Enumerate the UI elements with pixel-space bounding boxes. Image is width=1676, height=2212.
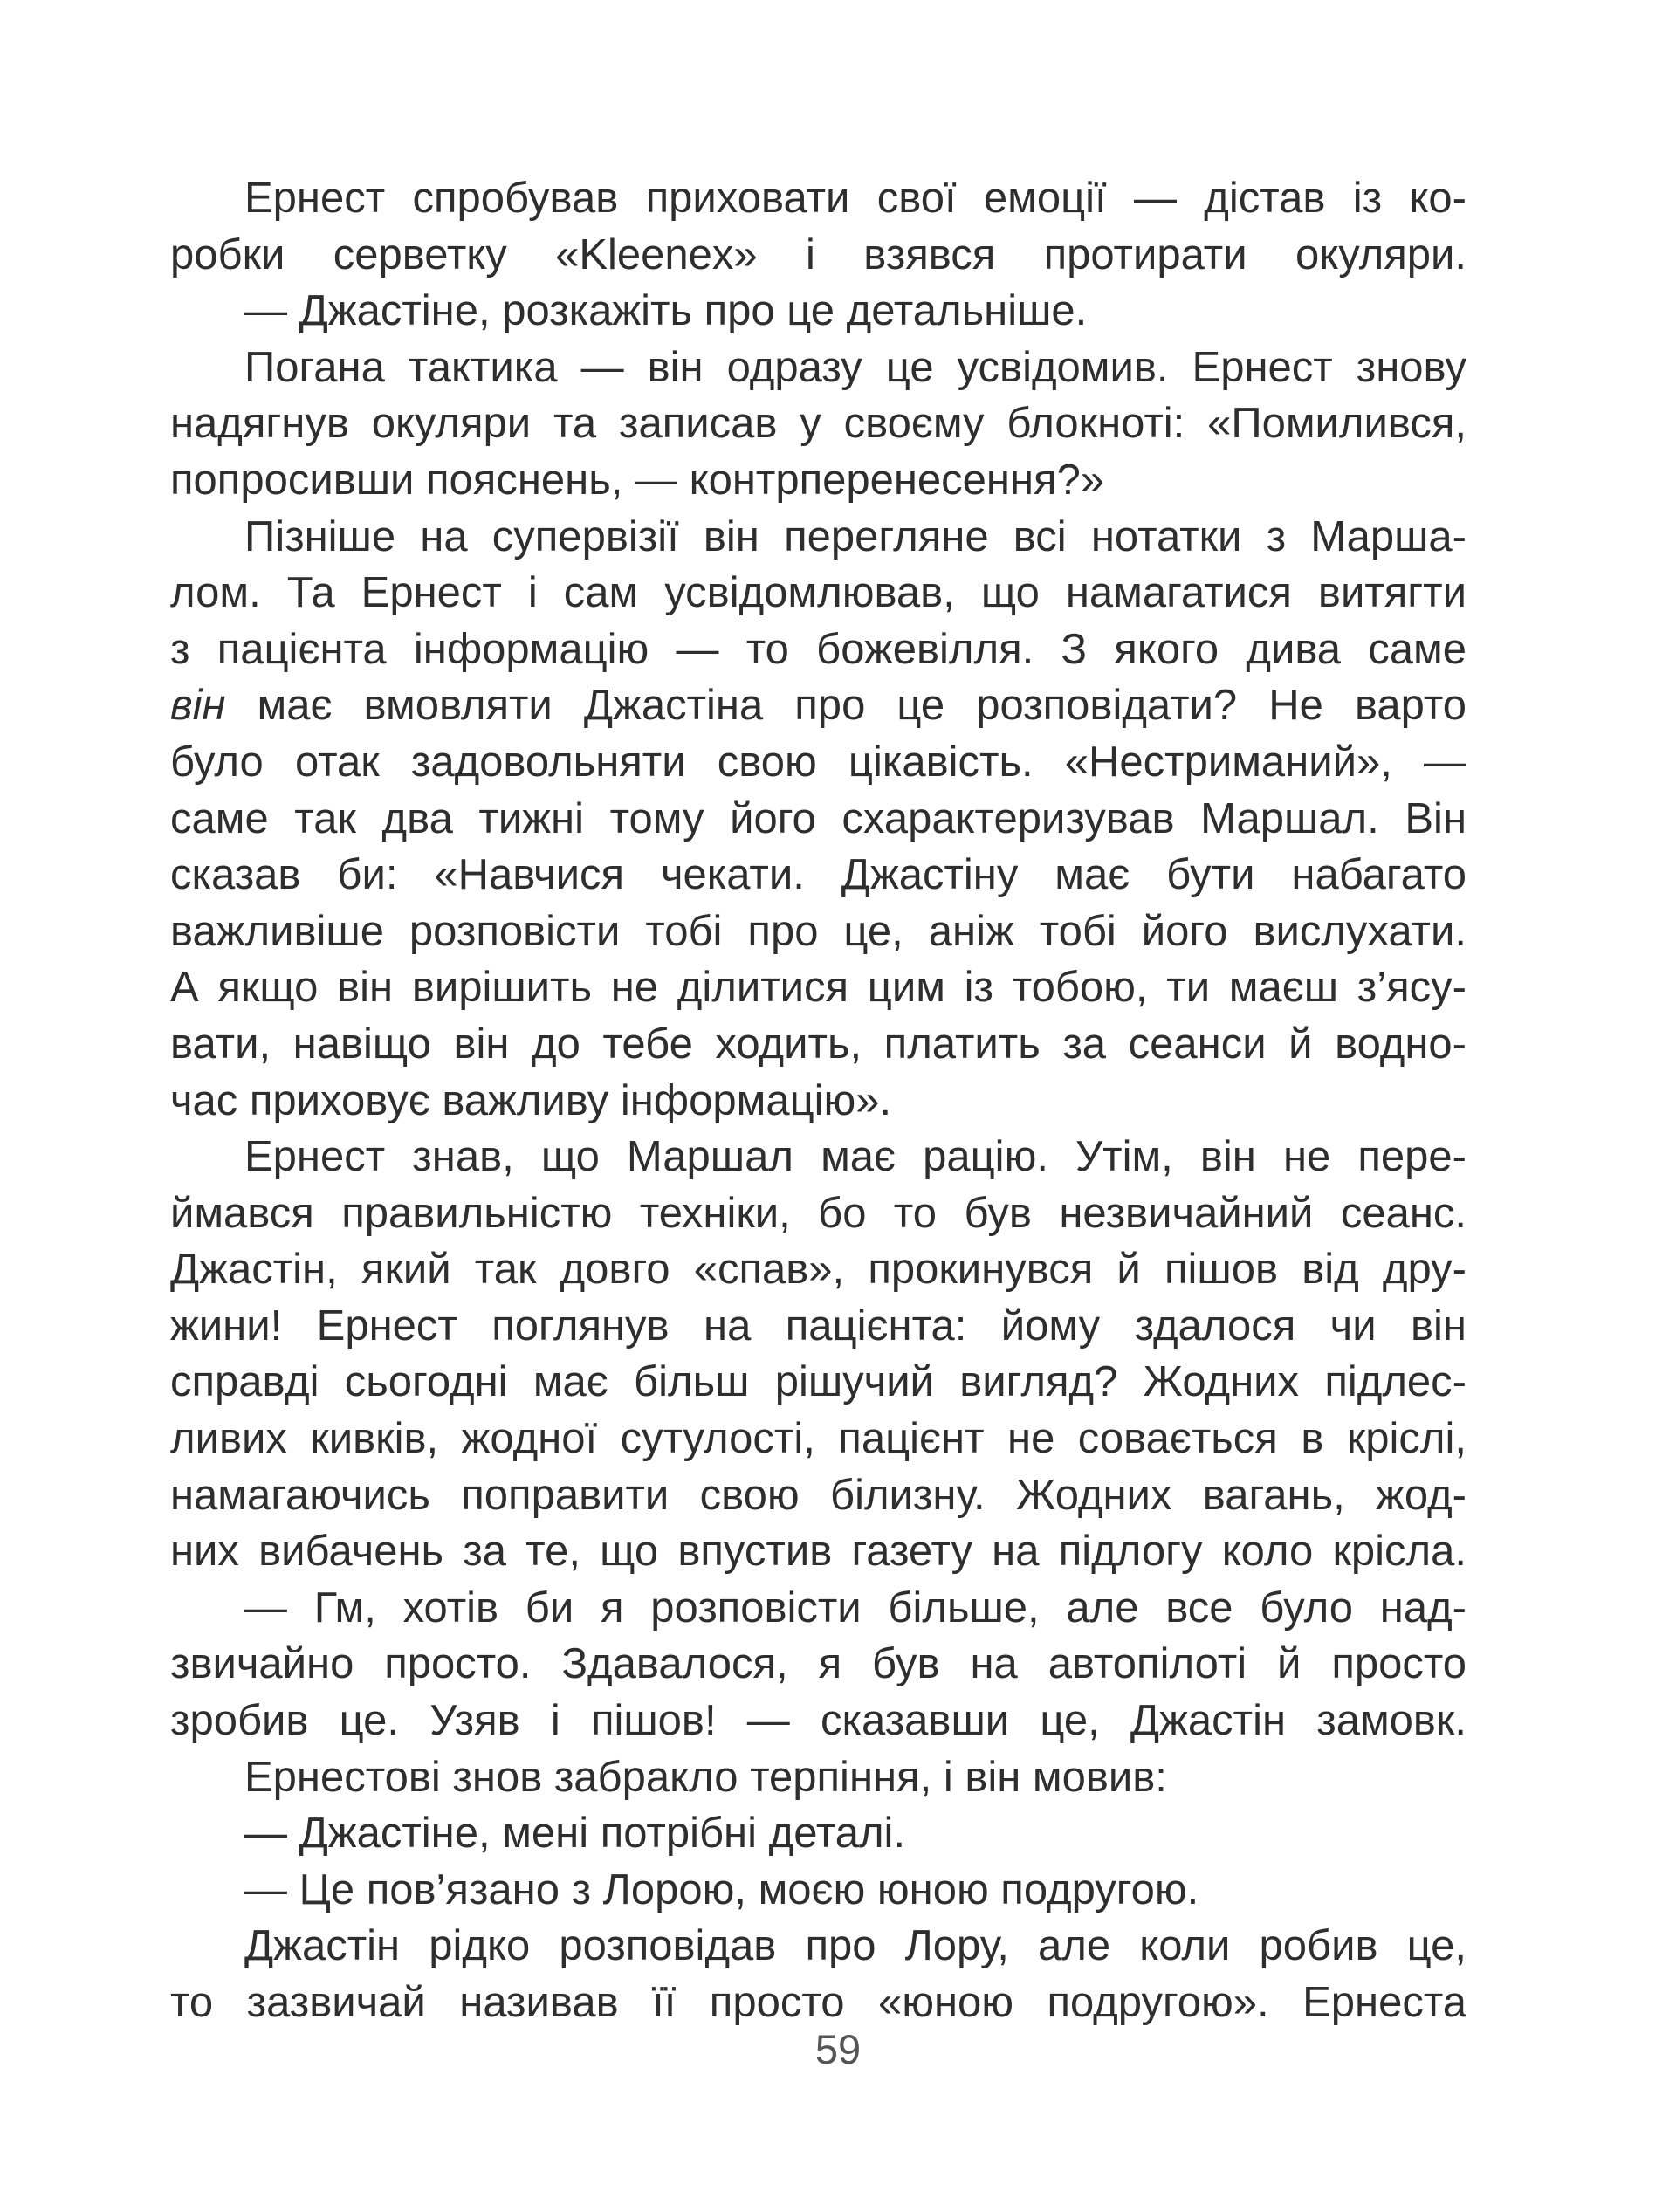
text-line: справді сьогодні має більш рішучий вигляд? Жодних підлес- bbox=[170, 1358, 1466, 1406]
text-line: лом. Та Ернест і сам усвідомлював, що намагатися витягти bbox=[170, 569, 1466, 617]
text-line: сказав би: «Навчися чекати. Джастіну має бути набагато bbox=[170, 851, 1466, 899]
text-line: Погана тактика — він одразу це усвідомив. Ернест знову bbox=[244, 343, 1466, 391]
text-line: Пізніше на супервізії він перегляне всі нотатки з Марша- bbox=[244, 512, 1466, 560]
text-line: важливіше розповісти тобі про це, аніж тобі його вислухати. bbox=[170, 907, 1466, 955]
text-line: ливих кивків, жодної сутулості, пацієнт не совається в кріслі, bbox=[170, 1415, 1466, 1463]
text-line: Ернест спробував приховати свої емоції — дістав із ко- bbox=[244, 175, 1466, 222]
text-line: робки серветку «Kleenex» і взявся протирати окуляри. bbox=[170, 230, 1466, 278]
text-line: ймався правильністю техніки, бо то був незвичайний сеанс. bbox=[170, 1189, 1466, 1237]
italic-emphasis: він bbox=[170, 682, 226, 730]
text-line: то зазвичай називав її просто «юною подругою». Ернеста bbox=[170, 1979, 1466, 2026]
text-line: — Гм, хотів би я розповісти більше, але все було над- bbox=[244, 1583, 1466, 1632]
text-line: — Джастіне, мені потрібні деталі. bbox=[244, 1810, 906, 1858]
text-line bbox=[170, 677, 1466, 734]
text-line: надягнув окуляри та записав у своєму блокноті: «Помилився, bbox=[170, 400, 1466, 448]
page-number: 59 bbox=[814, 2026, 862, 2072]
body-text bbox=[170, 170, 1466, 2031]
text-line: намагаючись поправити свою білизну. Жодних вагань, жод- bbox=[170, 1471, 1466, 1519]
text-line: Джастін, який так довго «спав», прокинувся й пішов від дру- bbox=[170, 1246, 1466, 1294]
text-line: було отак задовольняти свою цікавість. «Нестриманий», — bbox=[170, 738, 1466, 786]
text-line: з пацієнта інформацію — то божевілля. З якого дива саме bbox=[170, 625, 1466, 673]
text-line-rest: має вмовляти Джастіна про це розповідати? Не варто bbox=[257, 682, 1466, 730]
text-line: них вибачень за те, що впустив газету на підлогу коло крісла. bbox=[170, 1528, 1466, 1576]
text-line: вати, навіщо він до тебе ходить, платить за сеанси й водно- bbox=[170, 1020, 1466, 1068]
text-line: А якщо він вирішить не ділитися цим із тобою, ти маєш з’ясу- bbox=[170, 964, 1466, 1012]
text-line: — Це пов’язано з Лорою, моєю юною подругою. bbox=[244, 1865, 1199, 1913]
text-line: Джастін рідко розповідав про Лору, але коли робив це, bbox=[244, 1922, 1466, 1970]
text-line: Ернестові знов забракло терпіння, і він мовив: bbox=[244, 1753, 1167, 1801]
text-line: час приховує важливу інформацію». bbox=[170, 1076, 892, 1124]
text-line: Ернест знав, що Маршал має рацію. Утім, він не пере- bbox=[244, 1133, 1466, 1181]
text-line: жини! Ернест поглянув на пацієнта: йому здалося чи він bbox=[170, 1302, 1466, 1350]
text-line: звичайно просто. Здавалося, я був на автопілоті й просто bbox=[170, 1640, 1466, 1688]
text-line: саме так два тижні тому його схарактеризував Маршал. Він bbox=[170, 794, 1466, 842]
text-line: зробив це. Узяв і пішов! — сказавши це, Джастін замовк. bbox=[170, 1697, 1466, 1745]
text-line: — Джастіне, розкажіть про це детальніше. bbox=[244, 287, 1088, 335]
text-line: попросивши пояснень, — контрперенесення?» bbox=[170, 456, 1105, 504]
